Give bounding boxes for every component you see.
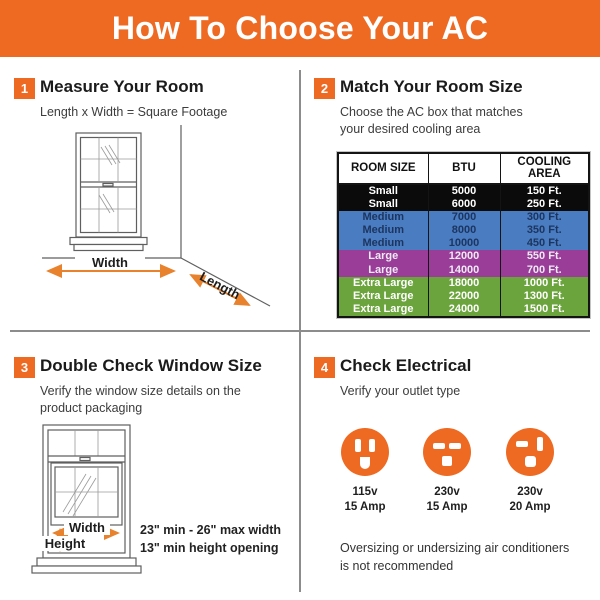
table-row <box>338 290 589 303</box>
table-row <box>338 277 589 290</box>
subtitle-line: your desired cooling area <box>340 122 481 136</box>
length-dimension-label: Length <box>197 268 243 303</box>
outlet-230v-15amp <box>412 428 482 514</box>
section-subtitle-measure: Length x Width = Square Footage <box>40 105 228 119</box>
table-row <box>338 250 589 263</box>
table-cell: 18000 <box>428 277 500 290</box>
table-cell: 250 Ft. <box>500 198 589 211</box>
table-cell: Medium <box>362 224 405 237</box>
step-1-badge: 1 <box>14 78 35 99</box>
table-row <box>338 224 589 237</box>
subtitle-line: Choose the AC box that matches <box>340 105 523 119</box>
table-cell: 7000 <box>428 211 500 224</box>
section-title-match: Match Your Room Size <box>340 77 523 96</box>
outlet-label <box>412 485 482 514</box>
section-match-room-size <box>300 60 600 330</box>
table-cell: 1000 Ft. <box>500 277 589 290</box>
table-cell: Extra Large <box>352 276 414 289</box>
column-header-btu: BTU <box>428 153 500 184</box>
outlet-label <box>330 485 400 514</box>
table-cell: 6000 <box>428 198 500 211</box>
section-title-measure: Measure Your Room <box>40 77 204 96</box>
outlet-230v-15a-icon <box>423 428 471 476</box>
outlet-label <box>495 485 565 514</box>
outlet-voltage: 115v <box>352 486 378 498</box>
table-cell: Small <box>368 198 398 211</box>
table-cell: 8000 <box>428 224 500 237</box>
table-cell: 22000 <box>428 290 500 303</box>
outlet-amps: 15 Amp <box>344 500 386 513</box>
table-cell: Medium <box>362 211 405 224</box>
room-corner-diagram <box>0 125 300 330</box>
table-cell: 350 Ft. <box>500 224 589 237</box>
header-banner <box>0 0 600 57</box>
section-subtitle-electrical: Verify your outlet type <box>340 384 461 398</box>
column-header-room-size: ROOM SIZE <box>338 153 428 184</box>
table-cell: 14000 <box>428 264 500 277</box>
width-dimension-label: Width <box>75 255 145 270</box>
warning-line: is not recommended <box>340 558 454 573</box>
window-note-line: 13" min height opening <box>140 541 279 555</box>
section-subtitle-match <box>340 104 523 138</box>
table-cell: Large <box>368 263 399 276</box>
table-cell: 550 Ft. <box>500 250 589 263</box>
outlet-voltage: 230v <box>434 486 460 498</box>
section-measure-room <box>0 60 300 330</box>
btu-sizing-table <box>337 152 590 318</box>
open-window-diagram <box>0 400 300 600</box>
subtitle-line: product packaging <box>40 401 143 415</box>
outlet-115v-15amp <box>330 428 400 514</box>
table-cell: Extra Large <box>352 289 414 302</box>
table-cell: 10000 <box>428 237 500 250</box>
warning-line: Oversizing or undersizing air conditioners <box>340 541 570 555</box>
table-row <box>338 184 589 198</box>
table-row <box>338 211 589 224</box>
outlet-voltage: 230v <box>517 486 543 498</box>
outlet-230v-20amp <box>495 428 565 514</box>
table-cell: 300 Ft. <box>500 211 589 224</box>
table-cell: 1500 Ft. <box>500 303 589 317</box>
table-row <box>338 198 589 211</box>
outlet-amps: 15 Amp <box>426 500 468 513</box>
window-size-note <box>140 521 281 557</box>
step-4-badge: 4 <box>314 357 335 378</box>
outlet-230v-20a-icon <box>506 428 554 476</box>
table-header-row <box>338 153 589 184</box>
column-header-cooling-area: COOLING AREA <box>500 153 589 184</box>
table-row <box>338 237 589 250</box>
section-title-electrical: Check Electrical <box>340 356 472 375</box>
table-cell: 5000 <box>428 184 500 198</box>
table-cell: Extra Large <box>352 302 414 315</box>
section-title-window: Double Check Window Size <box>40 356 262 375</box>
window-note-line: 23" min - 26" max width <box>140 523 282 537</box>
step-3-badge: 3 <box>14 357 35 378</box>
table-row <box>338 264 589 277</box>
table-cell: Small <box>368 185 398 197</box>
outlet-115v-icon <box>341 428 389 476</box>
table-cell: 150 Ft. <box>500 184 589 198</box>
section-check-window-size <box>0 330 300 600</box>
subtitle-line: Verify the window size details on the <box>40 384 241 398</box>
table-cell: 700 Ft. <box>500 264 589 277</box>
section-check-electrical <box>300 330 600 600</box>
table-cell: Medium <box>362 237 405 250</box>
step-2-badge: 2 <box>314 78 335 99</box>
table-cell: 450 Ft. <box>500 237 589 250</box>
table-cell: Large <box>368 250 399 263</box>
page-title: How To Choose Your AC <box>111 10 489 46</box>
window-height-label: Height <box>42 536 88 551</box>
table-cell: 12000 <box>428 250 500 263</box>
table-row <box>338 303 589 317</box>
table-cell: 24000 <box>428 303 500 317</box>
outlet-amps: 20 Amp <box>509 500 551 513</box>
sizing-warning-note <box>340 540 569 575</box>
table-cell: 1300 Ft. <box>500 290 589 303</box>
window-width-label: Width <box>64 520 110 535</box>
